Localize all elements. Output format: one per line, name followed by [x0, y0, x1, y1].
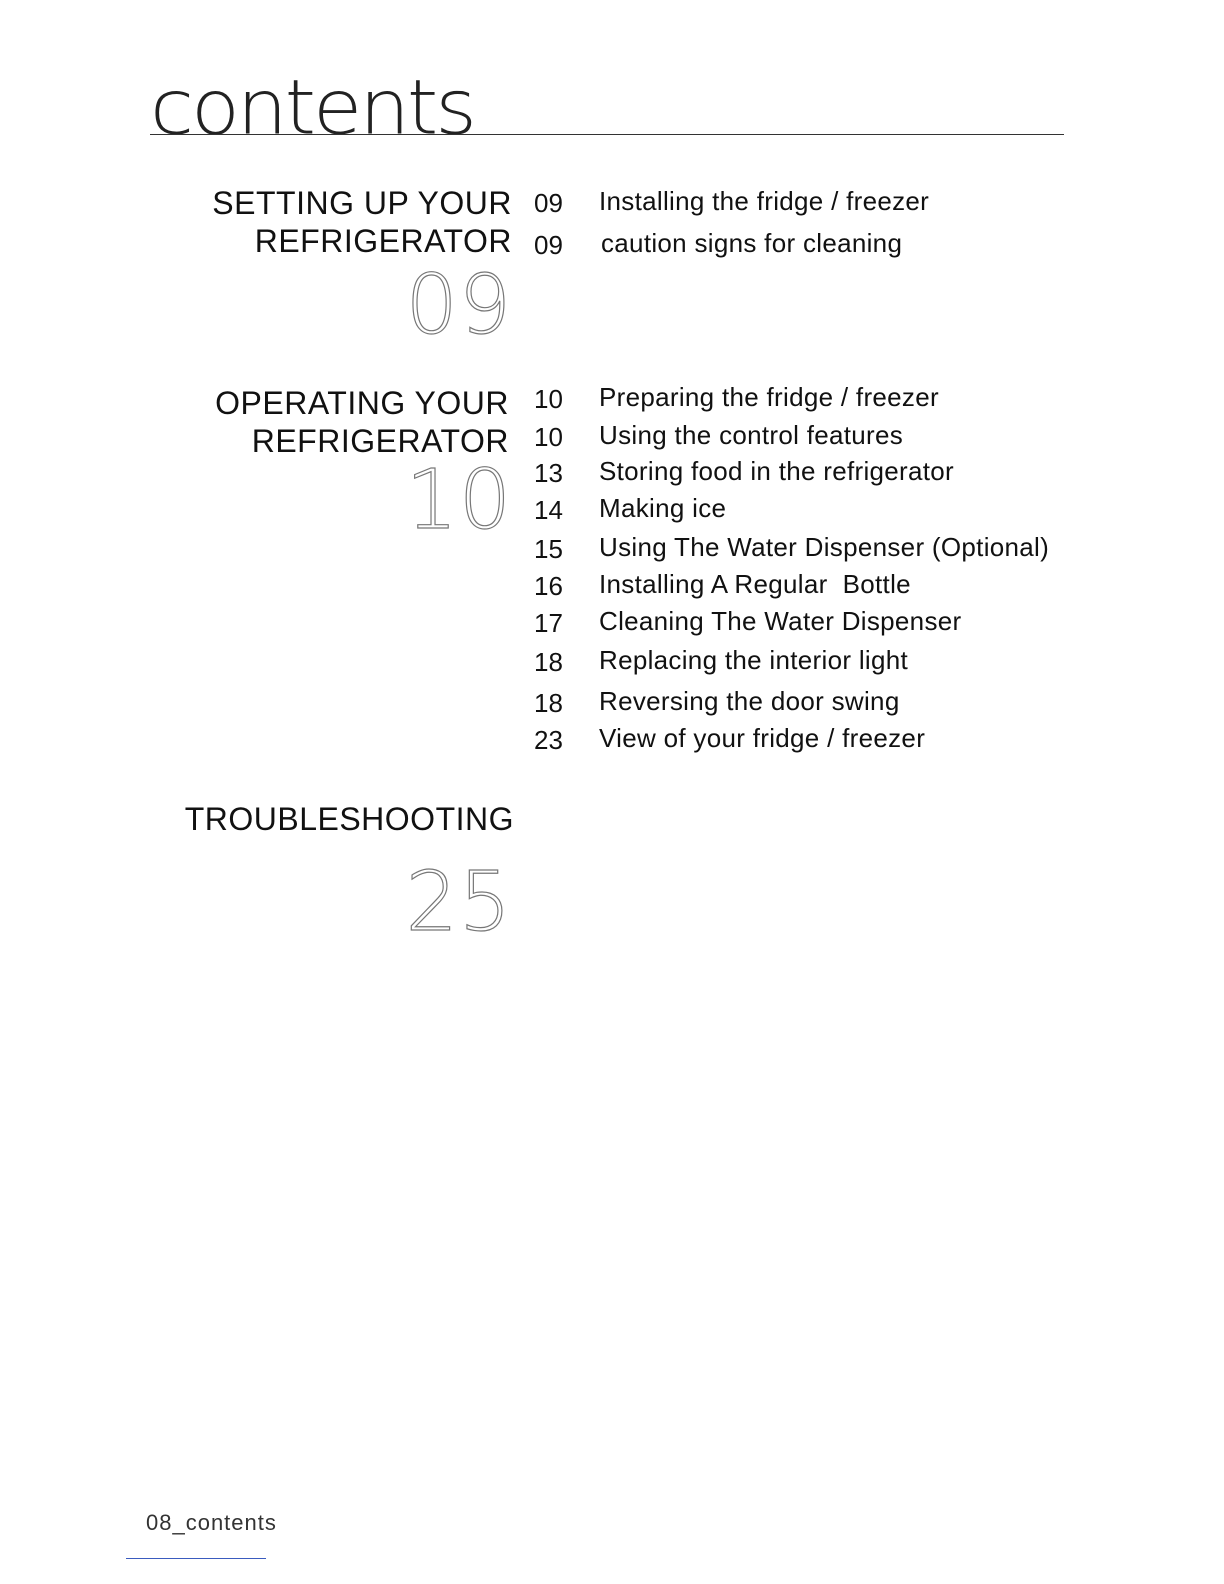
title-rule [150, 134, 1064, 135]
toc-page-number: 09 [534, 230, 563, 260]
toc-entry-label: Reversing the door swing [599, 686, 900, 716]
section-title-line: TROUBLESHOOTING [184, 801, 514, 837]
toc-entry-label: Making ice [599, 493, 727, 523]
toc-page-number: 10 [534, 384, 563, 414]
toc-entry-label: Using The Water Dispenser (Optional) [599, 532, 1050, 562]
toc-entry[interactable] [534, 686, 900, 722]
toc-entry-label: Replacing the interior light [599, 645, 909, 675]
section-title-line: SETTING UP YOUR [212, 185, 512, 221]
section-number: 09 [405, 258, 512, 353]
section-title-setting-up[interactable] [212, 184, 512, 260]
toc-page-number: 09 [534, 188, 563, 218]
toc-entry-label: Installing the fridge / freezer [599, 186, 930, 216]
toc-entry[interactable] [534, 645, 909, 681]
toc-entry-label: caution signs for cleaning [601, 228, 903, 258]
toc-entry[interactable] [534, 493, 727, 529]
footer-rule [126, 1558, 266, 1559]
section-number: 10 [405, 453, 512, 548]
toc-entry[interactable] [534, 723, 926, 759]
toc-entry[interactable] [534, 606, 962, 642]
section-title-troubleshooting[interactable] [185, 800, 514, 838]
section-title-operating[interactable] [215, 384, 509, 460]
toc-page-number: 14 [534, 495, 563, 525]
toc-page-number: 15 [534, 534, 563, 564]
toc-entry-label: Cleaning The Water Dispenser [599, 606, 962, 636]
toc-entry-label: View of your fridge / freezer [599, 723, 926, 753]
section-title-line: OPERATING YOUR [215, 385, 509, 421]
toc-entry[interactable] [534, 532, 1050, 568]
toc-entry[interactable] [534, 186, 930, 222]
toc-entry[interactable] [534, 420, 904, 456]
toc-page-number: 10 [534, 422, 563, 452]
page-title: contents [150, 63, 474, 152]
page-footer: 08_contents [146, 1510, 277, 1535]
toc-page-number: 17 [534, 608, 563, 638]
section-title-line: REFRIGERATOR [254, 223, 512, 259]
toc-entry[interactable] [534, 456, 955, 492]
toc-page-number: 16 [534, 571, 563, 601]
toc-entry-label: Preparing the fridge / freezer [599, 382, 939, 412]
toc-page-number: 23 [534, 725, 563, 755]
toc-page-number: 13 [534, 458, 563, 488]
section-number: 25 [405, 855, 512, 950]
toc-page-number: 18 [534, 688, 563, 718]
toc-entry[interactable] [534, 382, 939, 418]
toc-entry[interactable] [534, 569, 911, 605]
toc-page-number: 18 [534, 647, 563, 677]
toc-entry-label: Storing food in the refrigerator [599, 456, 955, 486]
section-title-line: REFRIGERATOR [251, 423, 509, 459]
toc-entry[interactable] [534, 228, 903, 264]
toc-entry-label: Installing A Regular Bottle [599, 569, 911, 599]
toc-entry-label: Using the control features [599, 420, 904, 450]
